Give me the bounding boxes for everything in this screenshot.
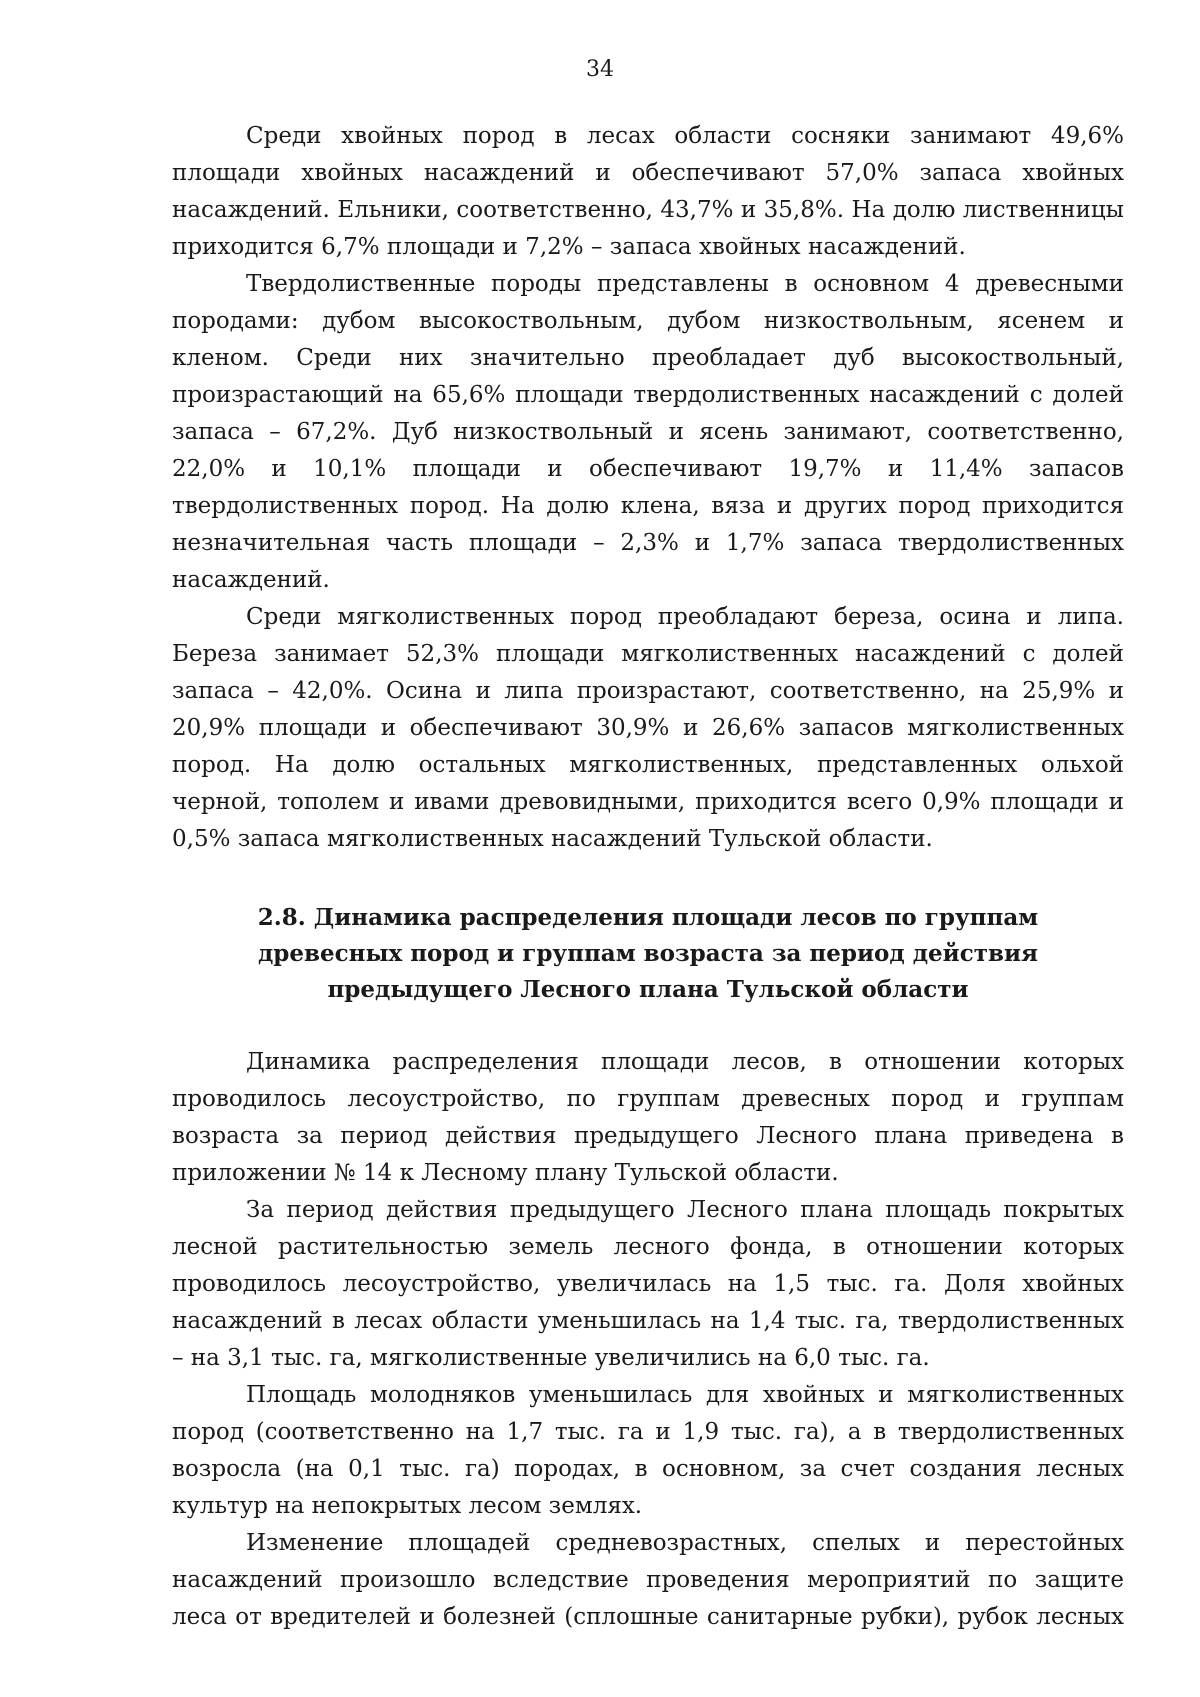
paragraph-conifers: Среди хвойных пород в лесах области сосняки занимают 49,6% площади хвойных насаждений и обеспечивают 57,0% запаса хвойных насаждений. Ельники, соответственно, 43,7% и 35,8%. На долю лиственницы приходится 6,7% площади и 7,2% – запаса хвойных насаждений. (172, 123, 1124, 260)
paragraph-hardwoods: Твердолиственные породы представлены в основном 4 древесными породами: дубом высокоствольным, дубом низкоствольным, ясенем и кленом. Среди них значительно преобладает дуб высокоствольный, произрастающий на 65,6% площади твердолиственных насаждений с долей запаса – 67,2%. Дуб низкоствольный и ясень занимают, соответственно, 22,0% и 10,1% площади и обеспечивают 19,7% и 11,4% запасов твердолиственных пород. На долю клена, вяза и других пород приходится незначительная часть площади – 2,3% и 1,7% запаса твердолиственных насаждений. (172, 271, 1124, 593)
paragraph-young-stands: Площадь молодняков уменьшилась для хвойных и мягколиственных пород (соответственно на 1,7 тыс. га и 1,9 тыс. га), а в твердолиственных возросла (на 0,1 тыс. га) породах, в основном, за счет создания лесных культур на непокрытых лесом землях. (172, 1382, 1124, 1519)
paragraph-area-change: За период действия предыдущего Лесного плана площадь покрытых лесной растительностью земель лесного фонда, в отношении которых проводилось лесоустройство, увеличилась на 1,5 тыс. га. Доля хвойных насаждений в лесах области уменьшилась на 1,4 тыс. га, твердолиственных – на 3,1 тыс. га, мягколиственные увеличились на 6,0 тыс. га. (172, 1197, 1124, 1371)
paragraph-dynamics-intro: Динамика распределения площади лесов, в отношении которых проводилось лесоустройство, по группам древесных пород и группам возраста за период действия предыдущего Лесного плана приведена в приложении № 14 к Лесному плану Тульской области. (172, 1049, 1124, 1186)
paragraph-age-change: Изменение площадей средневозрастных, спелых и перестойных насаждений произошло вследствие проведения мероприятий по защите леса от вредителей и болезней (сплошные санитарные рубки), рубок лесных (172, 1530, 1124, 1630)
section-heading: 2.8. Динамика распределения площади лесов по группам древесных пород и группам возраста за период действия предыдущего Лесного плана Тульской области (257, 904, 1039, 1003)
page-content (172, 118, 1124, 1636)
paragraph-softwoods: Среди мягколиственных пород преобладают береза, осина и липа. Береза занимает 52,3% площади мягколиственных насаждений с долей запаса – 42,0%. Осина и липа произрастают, соответственно, на 25,9% и 20,9% площади и обеспечивают 30,9% и 26,6% запасов мягколиственных пород. На долю остальных мягколиственных, представленных ольхой черной, тополем и ивами древовидными, приходится всего 0,9% площади и 0,5% запаса мягколиственных насаждений Тульской области. (172, 604, 1124, 852)
page-number: 34 (586, 57, 614, 82)
